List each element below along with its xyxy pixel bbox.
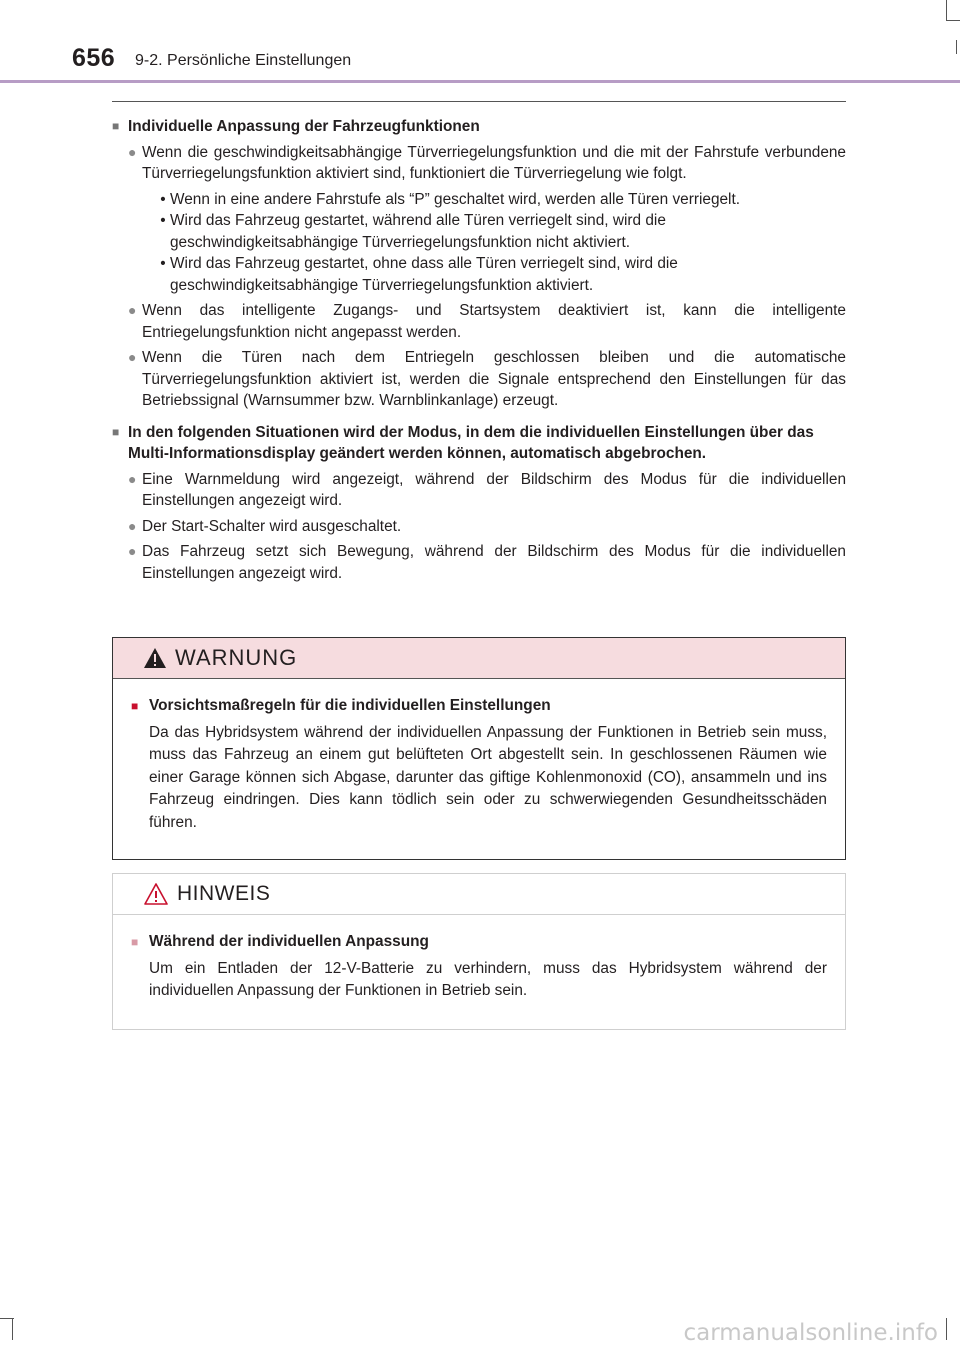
notice-title: HINWEIS [177,881,271,905]
list-item [128,516,846,538]
section-heading [112,116,846,138]
warning-triangle-icon [143,647,167,669]
notice-subheading-text: Während der individuellen Anpassung [149,933,429,950]
page-number: 656 [72,44,116,72]
crop-mark [0,1318,14,1319]
notice-subheading [131,931,827,954]
crop-mark [946,20,960,21]
list-item-text: Eine Warnmeldung wird angezeigt, während der Bildschirm des Modus für die individuellen Einstellungen angezeigt wird. [142,470,846,509]
list-item-text: Wenn das intelligente Zugangs- und Startsystem deaktiviert ist, kann die intelligente Entriegelungsfunktion nicht angepasst werden. [142,302,846,341]
square-bullet-icon: ■ [112,424,120,439]
warning-box [112,637,846,860]
sub-item [156,189,846,211]
dot-bullet-icon: • [160,212,166,229]
section-heading-text: Individuelle Anpassung der Fahrzeugfunktionen [128,118,480,135]
list-item [128,300,846,343]
round-bullet-icon: ● [128,543,137,559]
warning-title: WARNUNG [175,644,298,670]
warning-header [113,638,845,679]
section-heading [112,422,846,465]
list-item-text: Wenn die geschwindigkeitsabhängige Türverriegelungsfunktion und die mit der Fahrstufe verbundene Türverriegelungsfunktion aktiviert sind, funktioniert die Türverriegelung wie folgt. [142,143,846,182]
notice-text: Um ein Entladen der 12-V-Batterie zu verhindern, muss das Hybridsystem während der individuellen Anpassung der Funktionen in Betrieb sein. [149,959,827,999]
main-content [112,116,846,588]
square-bullet-icon: ■ [131,935,139,949]
warning-text: Da das Hybridsystem während der individuellen Anpassung der Funktionen in Betrieb sein muss, muss das Fahrzeug an einem gut belüfteten Ort abgestellt sein. In geschlossenen Räumen wie einer Garage können sich Abgase, darunter das giftige Kohlenmonoxid (CO), ansammeln und ins Fahrzeug eindringen. Dies kann tödlich sein oder zu schwerwiegenden Gesundheitsschäden führen. [149,723,827,831]
sub-item [156,210,846,253]
list-item [128,541,846,584]
sub-item-text: Wenn in eine andere Fahrstufe als “P” geschaltet wird, werden alle Türen verriegelt. [170,190,741,208]
caution-triangle-icon [143,882,169,906]
chapter-title: 9-2. Persönliche Einstellungen [135,52,352,69]
crop-mark [946,0,947,20]
list-item [128,347,846,412]
list-item-text: Der Start-Schalter wird ausgeschaltet. [142,517,402,535]
sub-item-text: Wird das Fahrzeug gestartet, während alle Türen verriegelt sind, wird die geschwindigkeitsabhängige Türverriegelungsfunktion nicht aktiviert. [170,212,666,251]
square-bullet-icon: ■ [112,119,120,133]
warning-subheading-text: Vorsichtsmaßregeln für die individuellen Einstellungen [149,697,551,714]
notice-header [113,874,845,915]
dot-bullet-icon: • [160,190,166,208]
list-item-text: Das Fahrzeug setzt sich Bewegung, während der Bildschirm des Modus für die individuellen Einstellungen angezeigt wird. [142,543,846,582]
dot-bullet-icon: • [160,255,166,272]
watermark-logo: carmanualsonline.info [683,1320,938,1346]
round-bullet-icon: ● [128,143,137,160]
round-bullet-icon: ● [128,517,137,534]
list-item [128,469,846,512]
sub-item-text: Wird das Fahrzeug gestartet, ohne dass alle Türen verriegelt sind, wird die geschwindigkeitsabhängige Türverriegelungsfunktion aktiviert. [170,255,678,294]
warning-body [113,679,845,834]
square-bullet-icon: ■ [131,699,139,713]
round-bullet-icon: ● [128,349,137,365]
crop-mark [946,1318,947,1340]
notice-box [112,873,846,1030]
crop-mark [956,40,957,54]
section-heading-text: In den folgenden Situationen wird der Modus, in dem die individuellen Einstellungen über das Multi-Informationsdisplay geändert werden können, automatisch abgebrochen. [128,423,814,462]
header-rule [0,80,960,83]
list-item-text: Wenn die Türen nach dem Entriegeln geschlossen bleiben und die automatische Türverriegelungsfunktion aktiviert ist, werden die Signale entsprechend den Einstellungen für das Betriebssignal (Warnsummer bzw. Warnblinkanlage) erzeugt. [142,349,846,409]
sub-list [112,189,846,297]
round-bullet-icon: ● [128,302,137,318]
section-divider [112,101,846,102]
warning-subheading [131,695,827,718]
sub-item [156,253,846,296]
list-item [128,142,846,185]
round-bullet-icon: ● [128,470,137,487]
crop-mark [12,1318,13,1340]
notice-body [113,915,845,1003]
